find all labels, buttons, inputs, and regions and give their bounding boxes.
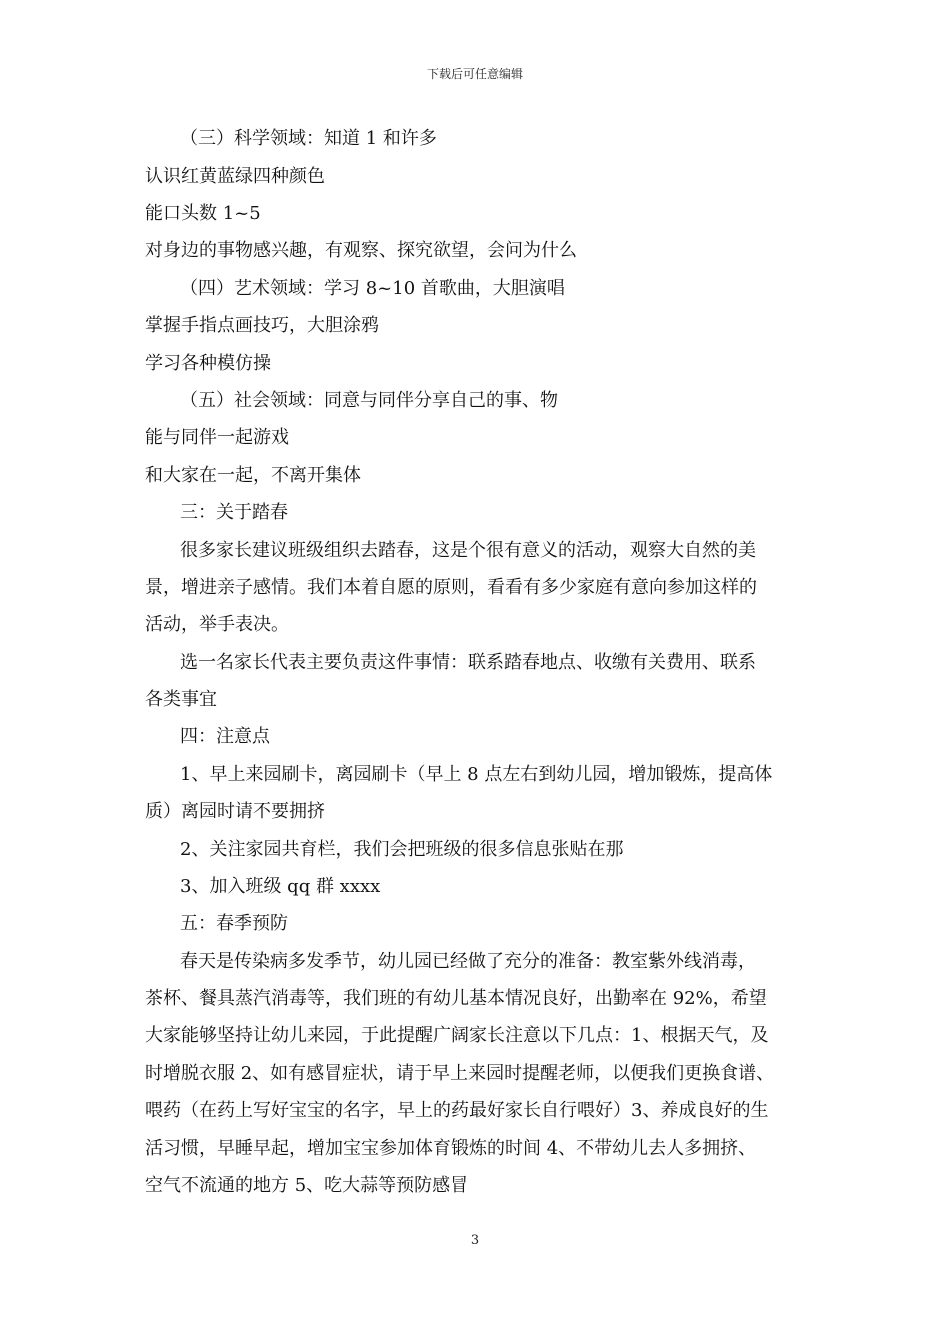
section-science: （三）科学领域：知道 1 和许多 — [180, 128, 437, 149]
list-item: 1、早上来园刷卡，离园刷卡（早上 8 点左右到幼儿园，增加锻炼，提高体 — [180, 764, 773, 785]
paragraph-line: 大家能够坚持让幼儿来园，于此提醒广阔家长注意以下几点：1、根据天气，及 — [145, 1025, 769, 1046]
page-header: 下载后可任意编辑 — [426, 67, 523, 81]
paragraph-line: 选一名家长代表主要负责这件事情：联系踏春地点、收缴有关费用、联系 — [180, 652, 756, 673]
heading-notes: 四：注意点 — [180, 726, 270, 747]
page-number: 3 — [470, 1233, 480, 1248]
paragraph-line: 空气不流通的地方 5、吃大蒜等预防感冒 — [145, 1175, 469, 1196]
heading-spring-outing: 三：关于踏春 — [180, 502, 288, 523]
paragraph-line: 喂药（在药上写好宝宝的名字，早上的药最好家长自行喂好）3、养成良好的生 — [145, 1100, 769, 1121]
paragraph-line: 各类事宜 — [145, 689, 217, 710]
paragraph-line: 能与同伴一起游戏 — [145, 427, 289, 448]
list-item: 2、关注家园共育栏，我们会把班级的很多信息张贴在那 — [180, 839, 624, 860]
paragraph-line: 认识红黄蓝绿四种颜色 — [145, 166, 325, 187]
paragraph-line: 对身边的事物感兴趣，有观察、探究欲望，会问为什么 — [145, 240, 577, 261]
paragraph-line: 学习各种模仿操 — [145, 353, 271, 374]
paragraph-line: 春天是传染病多发季节，幼儿园已经做了充分的准备：教室紫外线消毒， — [180, 951, 756, 972]
heading-spring-prevention: 五：春季预防 — [180, 913, 288, 934]
paragraph-line: 很多家长建议班级组织去踏春，这是个很有意义的活动，观察大自然的美 — [180, 540, 756, 561]
paragraph-line: 活习惯，早睡早起，增加宝宝参加体育锻炼的时间 4、不带幼儿去人多拥挤、 — [145, 1138, 757, 1159]
list-item: 3、加入班级 qq 群 xxxx — [180, 876, 381, 897]
section-social: （五）社会领域：同意与同伴分享自己的事、物 — [180, 390, 558, 411]
paragraph-line: 掌握手指点画技巧，大胆涂鸦 — [145, 315, 379, 336]
paragraph-line: 景，增进亲子感情。我们本着自愿的原则，看看有多少家庭有意向参加这样的 — [145, 577, 757, 598]
paragraph-line: 时增脱衣服 2、如有感冒症状，请于早上来园时提醒老师，以便我们更换食谱、 — [145, 1063, 775, 1084]
paragraph-line: 能口头数 1~5 — [145, 203, 261, 224]
paragraph-line: 和大家在一起，不离开集体 — [145, 465, 361, 486]
list-item-continued: 质）离园时请不要拥挤 — [145, 801, 325, 822]
paragraph-line: 茶杯、餐具蒸汽消毒等，我们班的有幼儿基本情况良好，出勤率在 92%，希望 — [145, 988, 767, 1009]
paragraph-line: 活动，举手表决。 — [145, 614, 289, 635]
section-art: （四）艺术领域：学习 8~10 首歌曲，大胆演唱 — [180, 278, 565, 299]
